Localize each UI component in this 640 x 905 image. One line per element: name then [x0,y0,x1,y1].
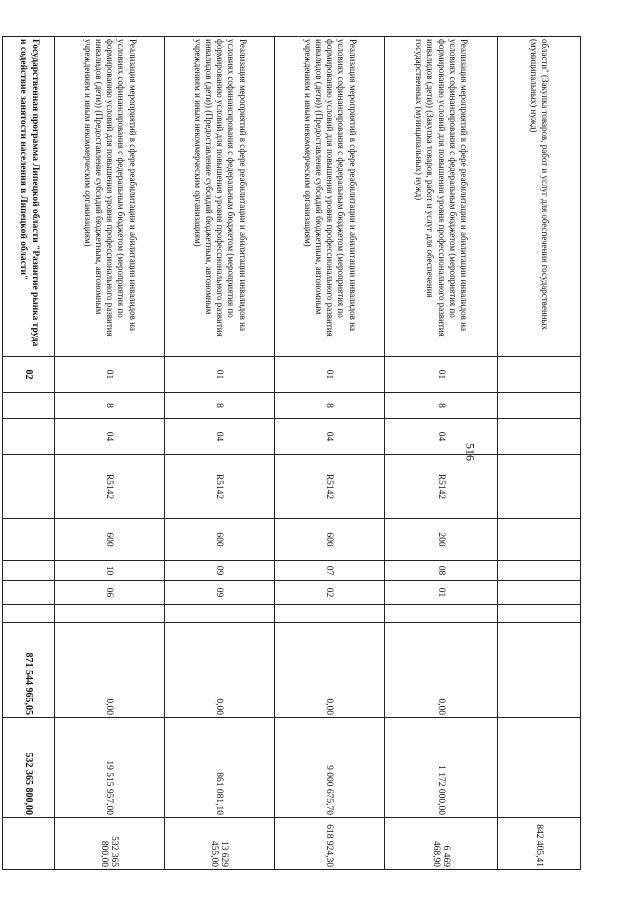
code-subsection: 09 [165,581,275,605]
code-extra [385,605,498,623]
code-subsection [3,581,55,605]
amount-3: 532 365 800,00 [55,818,165,870]
budget-table [2,36,581,870]
amount-1: 0,00 [55,623,165,718]
code-direction [498,455,581,519]
code-program: 01 [55,357,165,393]
amount-2: 19 515 957,00 [55,718,165,818]
code-extra [55,605,165,623]
code-event [498,419,581,455]
table-row [165,37,275,870]
amount-1: 0,00 [165,623,275,718]
code-program: 01 [385,357,498,393]
code-program: 02 [3,357,55,393]
row-description: Реализация мероприятий в сфере реабилитации и абилитации инвалидов на условиях софинансирования с федеральным бюджетом (мероприятия по формированию условий для повышения уровня профессионального развития инвалидов (дети)) (Предоставление субсидий бюджетным, автономным учреждениям и иным некоммерческим организациям) [55,37,165,357]
code-extra [275,605,385,623]
code-section: 09 [165,561,275,581]
amount-1 [498,623,581,718]
code-program [498,357,581,393]
code-subsection: 02 [275,581,385,605]
amount-3: 618 924,30 [275,818,385,870]
code-direction: R5142 [55,455,165,519]
row-description: Реализация мероприятий в сфере реабилитации и абилитации инвалидов на условиях софинансирования с федеральным бюджетом (мероприятия по формированию условий для повышения уровня профессионального развития инвалидов (дети)) (Предоставление субсидий бюджетным, автономным учреждениям и иным некоммерческим организациям) [165,37,275,357]
code-section: 07 [275,561,385,581]
code-expense-type: 600 [165,519,275,561]
code-extra [498,605,581,623]
amount-1: 0,00 [385,623,498,718]
code-program: 01 [165,357,275,393]
code-program: 01 [275,357,385,393]
amount-2 [498,718,581,818]
code-expense-type: 600 [55,519,165,561]
row-description: Реализация мероприятий в сфере реабилитации и абилитации инвалидов на условиях софинансирования с федеральным бюджетом (мероприятия по формированию условий для повышения уровня профессионального развития инвалидов (дети)) (Предоставление субсидий бюджетным, автономным учреждениям и иным некоммерческим организациям) [275,37,385,357]
code-expense-type [3,519,55,561]
row-description: Государственная программа Липецкой области "Развитие рынка труда и содействие занятости населения в Липецкой области" [3,37,55,357]
code-subprogram: 8 [275,393,385,419]
amount-2: 532 365 800,00 [3,718,55,818]
amount-3 [3,818,55,870]
amount-2: 1 172 000,00 [385,718,498,818]
code-section: 10 [55,561,165,581]
table-row [385,37,498,870]
code-direction: R5142 [385,455,498,519]
code-subprogram: 8 [55,393,165,419]
page-number: 516 [463,443,478,461]
amount-1: 871 544 965,05 [3,623,55,718]
table-row [275,37,385,870]
code-expense-type: 200 [385,519,498,561]
amount-2: 9 000 675,70 [275,718,385,818]
code-expense-type: 600 [275,519,385,561]
code-direction: R5142 [275,455,385,519]
code-direction [3,455,55,519]
code-subprogram: 8 [165,393,275,419]
code-event: 04 [165,419,275,455]
code-expense-type [498,519,581,561]
code-section: 08 [385,561,498,581]
amount-2: 861 081,10 [165,718,275,818]
table-row [55,37,165,870]
table-row-program-total [3,37,55,870]
amount-3: 13 629 455,00 [165,818,275,870]
row-description: Реализация мероприятий в сфере реабилитации и абилитации инвалидов на условиях софинансирования с федеральным бюджетом (мероприятия по формированию условий для повышения уровня профессионального развития инвалидов (дети)) (Закупка товаров, работ и услуг для обеспечения государственных (муниципальных) нужд) [385,37,498,357]
code-subprogram [3,393,55,419]
amount-3: 6 469 468,90 [385,818,498,870]
amount-1: 0,00 [275,623,385,718]
code-section [498,561,581,581]
code-extra [165,605,275,623]
code-section [3,561,55,581]
code-subsection [498,581,581,605]
rotated-table-wrapper [18,36,581,869]
code-event [3,419,55,455]
amount-3: 842 405,41 [498,818,581,870]
code-extra [3,605,55,623]
code-direction: R5142 [165,455,275,519]
code-subsection: 01 [385,581,498,605]
code-subprogram: 8 [385,393,498,419]
table-row [498,37,581,870]
code-event: 04 [55,419,165,455]
code-subprogram [498,393,581,419]
row-description: области" (Закупка товаров, работ и услуг для обеспечения государственных (муниципальных) нужд) [498,37,581,357]
code-subsection: 06 [55,581,165,605]
code-event: 04 [275,419,385,455]
code-event: 04 [385,419,498,455]
